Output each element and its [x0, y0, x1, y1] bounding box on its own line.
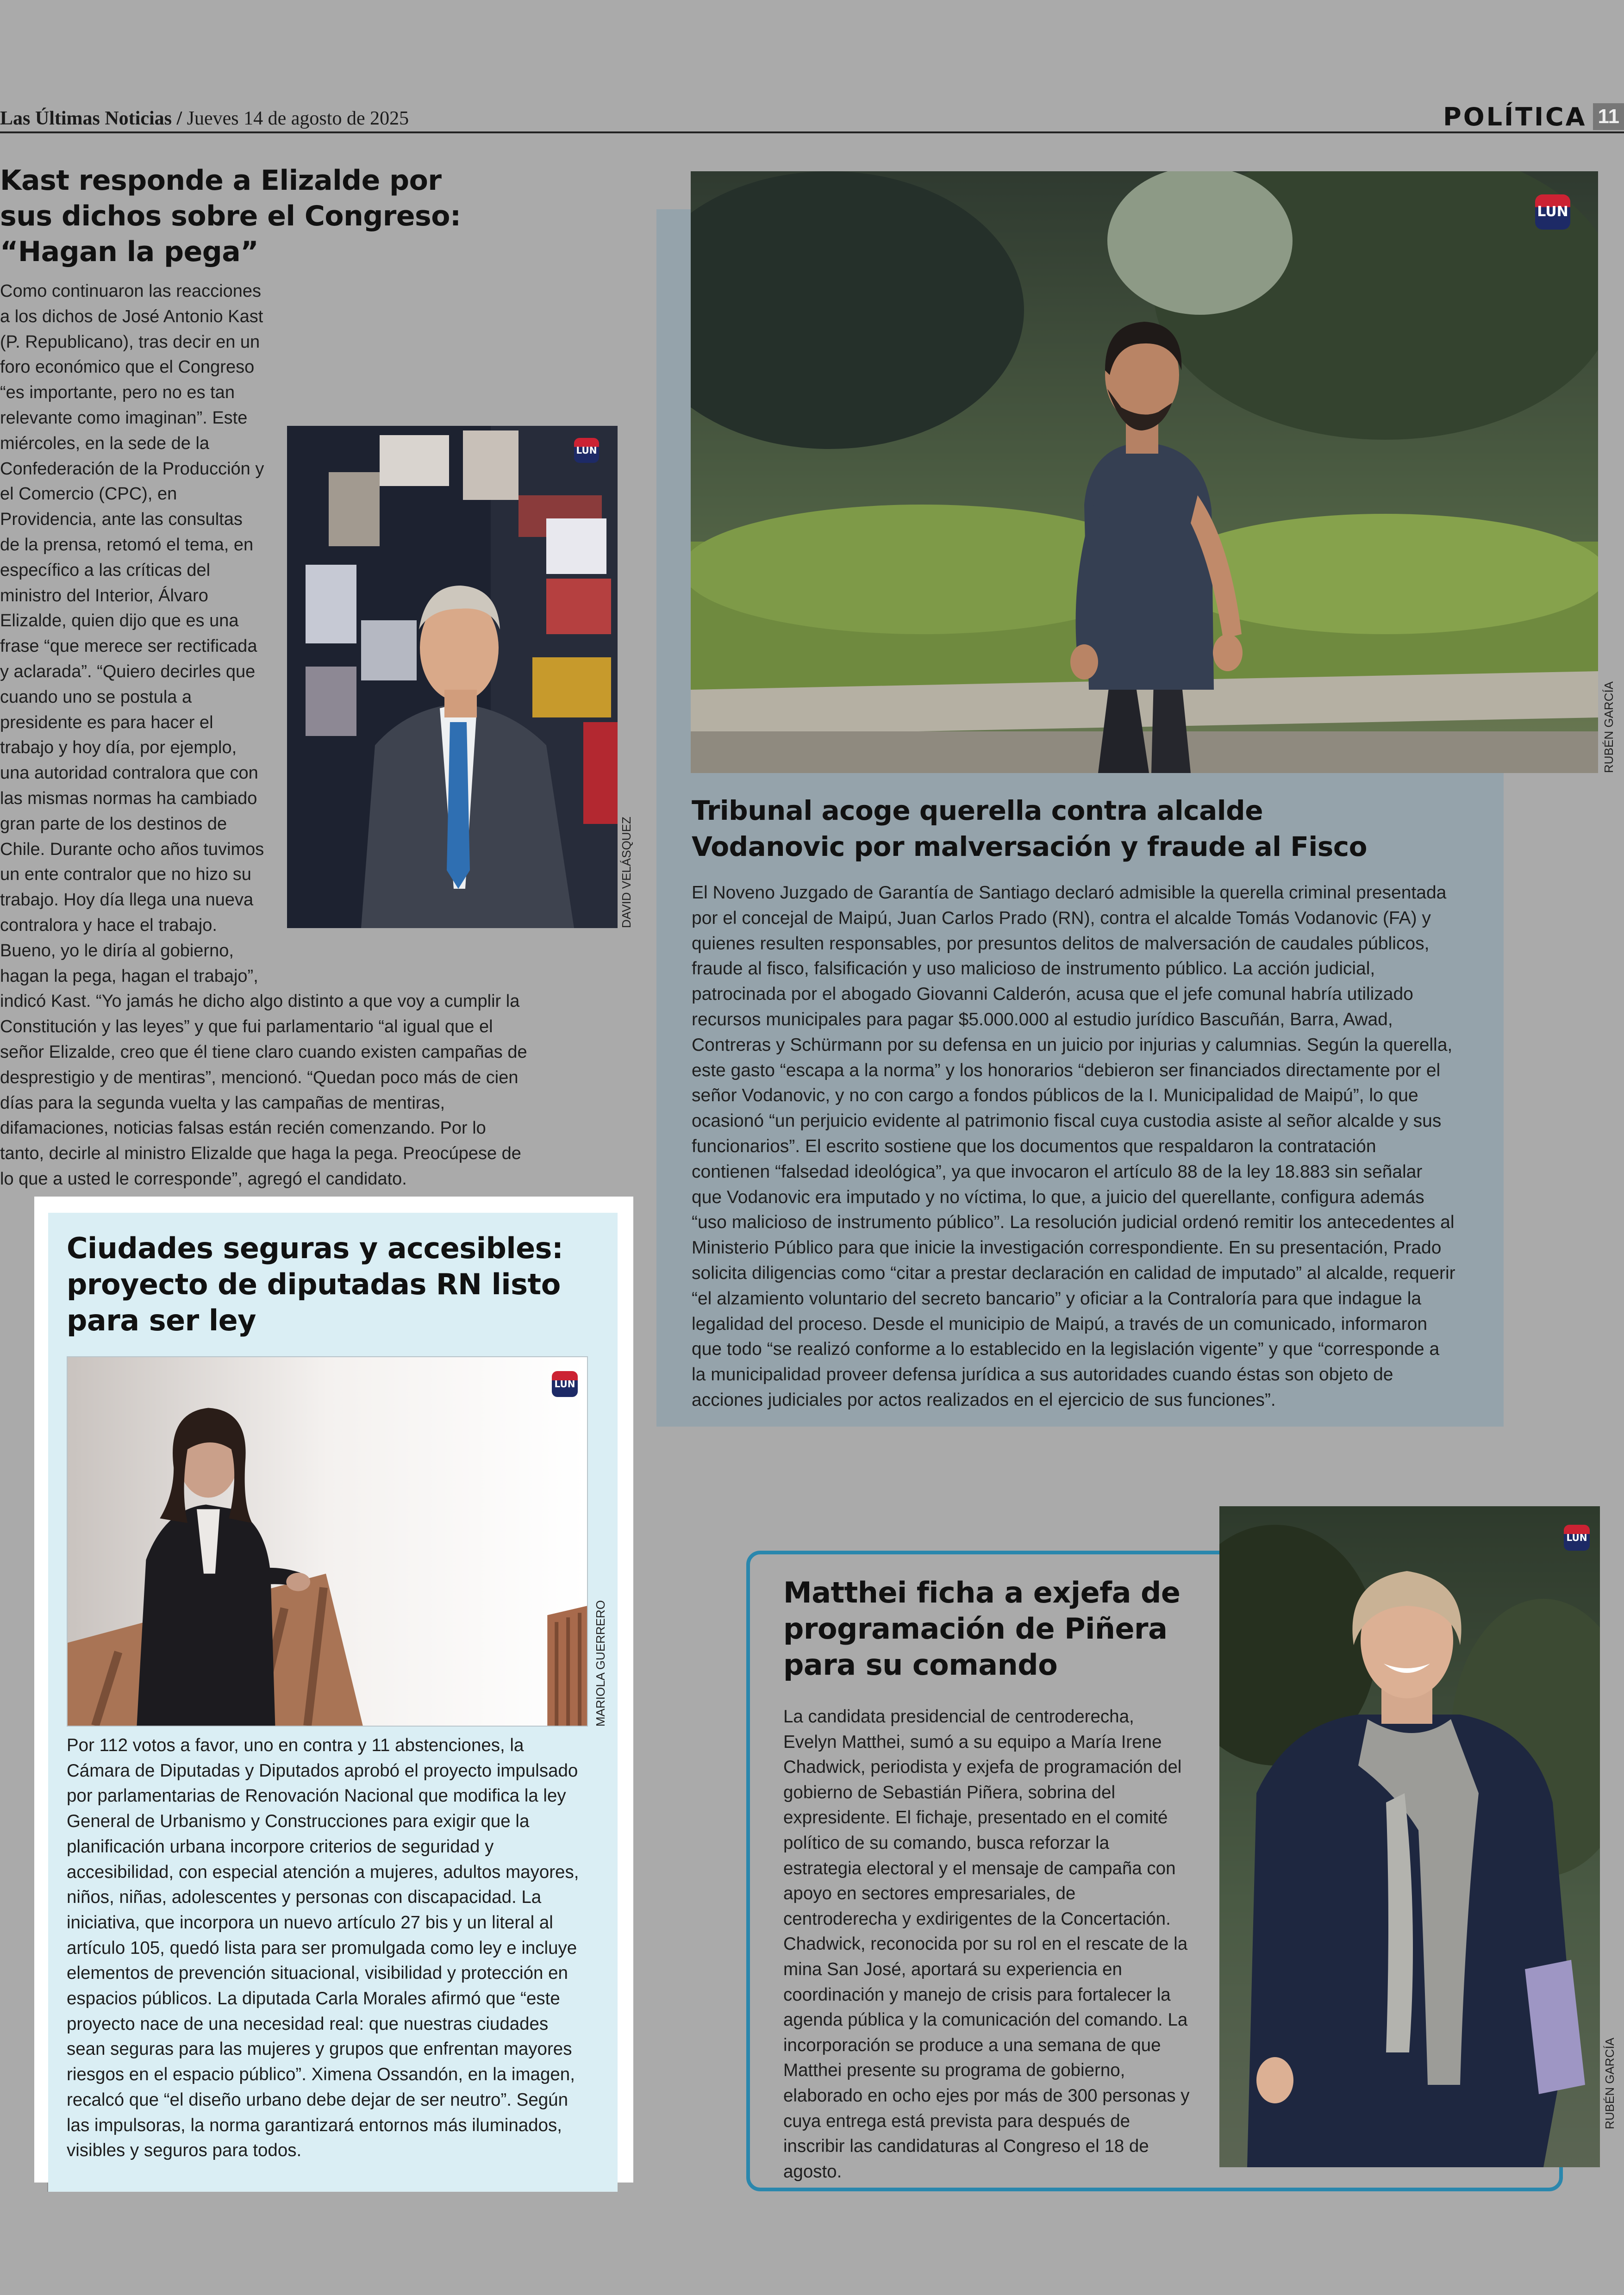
lun-logo-icon: LUN — [1535, 194, 1570, 230]
ciudades-headline-line: proyecto de diputadas RN listo — [67, 1267, 561, 1301]
tribunal-headline — [692, 792, 1479, 865]
matthei-headline — [783, 1575, 1200, 1683]
ciudades-article-body: Por 112 votos a favor, uno en contra y 11 abstenciones, la Cámara de Diputadas y Diputados aprobó el proyecto impulsado por parlamentarias de Renovación Nacional que modifica la ley General de Urbanismo y Construcciones para exigir que la planificación urbana incorpore criterios de seguridad y accesibilidad, con especial atención a mujeres, adultos mayores, niños, niñas, adolescentes y personas con discapacidad. La iniciativa, que incorpora un nuevo artículo 27 bis y un literal al artículo 105, quedó lista para ser promulgada como ley e incluye elementos de prevención situacional, visibilidad y protección en espacios públicos. La diputada Carla Morales afirmó que “este proyecto nace de una necesidad real: que nuestras ciudades sean seguras para las mujeres y grupos que enfrentan mayores riesgos en el espacio público”. Ximena Ossandón, en la imagen, recalcó que “el diseño urbano debe dejar de ser neutro”. Según las impulsoras, la norma garantizará entornos más iluminados, visibles y seguros para todos. — [67, 1735, 579, 2161]
ciudades-photo — [67, 1356, 588, 1727]
tribunal-headline-line: Vodanovic por malversación y fraude al Fisco — [692, 831, 1368, 862]
matthei-photo-credit: RUBÉN GARCÍA — [1603, 2038, 1617, 2129]
matthei-photo-image — [1219, 1506, 1600, 2167]
tribunal-photo — [691, 171, 1598, 773]
matthei-headline-line: Matthei ficha a exjefa de — [783, 1576, 1181, 1609]
matthei-photo — [1219, 1506, 1600, 2167]
page-header-left — [0, 106, 409, 131]
page-number: 11 — [1593, 103, 1624, 130]
kast-headline — [0, 163, 528, 270]
kast-headline-line: “Hagan la pega” — [0, 236, 259, 268]
kast-headline-line: sus dichos sobre el Congreso: — [0, 200, 461, 232]
tribunal-photo-credit: RUBÉN GARCÍA — [1602, 681, 1616, 773]
matthei-article-body: La candidata presidencial de centroderecha, Evelyn Matthei, sumó a su equipo a María Irene Chadwick, periodista y exjefa de programación del gobierno de Sebastián Piñera, sobrina del expresidente. El fichaje, presentado en el comité político de su comando, busca reforzar la estrategia electoral y el mensaje de campaña con apoyo en sectores empresariales, de centroderecha y exdirigentes de la Concertación. Chadwick, reconocida por su rol en el rescate de la mina San José, aportará su experiencia en coordinación y manejo de crisis para fortalecer la agenda pública y la comunicación del comando. La incorporación se produce a una semana de que Matthei presente su programa de gobierno, elaborado en ocho ejes por más de 300 personas y cuya entrega está prevista para después de inscribir las candidaturas al Congreso el 18 de agosto. — [783, 1707, 1190, 2182]
tribunal-photo-image — [691, 171, 1598, 773]
kast-photo — [287, 426, 618, 928]
matthei-headline-line: para su comando — [783, 1648, 1058, 1682]
kast-photo-credit: DAVID VELÁSQUEZ — [619, 817, 633, 928]
page-header-right — [1443, 102, 1624, 131]
matthei-headline-line: programación de Piñera — [783, 1612, 1168, 1646]
tribunal-headline-line: Tribunal acoge querella contra alcalde — [692, 795, 1263, 826]
lun-logo-icon: LUN — [1564, 1525, 1590, 1551]
kast-photo-image — [287, 426, 618, 928]
ciudades-headline-line: Ciudades seguras y accesibles: — [67, 1231, 563, 1265]
issue-date: Jueves 14 de agosto de 2025 — [187, 108, 409, 129]
lun-logo-icon: LUN — [552, 1371, 578, 1397]
ciudades-photo-credit: MARIOLA GUERRERO — [593, 1600, 607, 1727]
kast-body-text: Como continuaron las reacciones a los dichos de José Antonio Kast (P. Republicano), tras decir en un foro económico que el Congreso “es importante, pero no es tan relevante como imaginan”. Este miércoles, en la sede de la Confederación de la Producción y el Comercio (CPC), en Providencia, ante las consultas de la prensa, retomó el tema, en específico a las críticas del ministro del Interior, Álvaro Elizalde, quien dijo que es una frase “que merece ser rectificada y aclarada”. “Quiero decirles que cuando uno se postula a presidente es para hacer el trabajo y hoy día, por ejemplo, una autoridad contralora que con las mismas normas ha cambiado gran parte de los destinos de Chile. Durante ocho años tuvimos un ente contralor que no hizo su trabajo. Hoy día llega una nueva contralora y hace el trabajo. Bueno, yo le diría al gobierno, hagan la pega, hagan el trabajo”, indicó Kast. “Yo jamás he dicho algo distinto a que voy a cumplir la Constitución y las leyes” y que fui parlamentario “al igual que el señor Elizalde, creo que él tiene claro cuando existen campañas de desprestigio y de mentiras”, mencionó. “Quedan poco más de cien días para la segunda vuelta y las campañas de mentiras, difamaciones, noticias falsas están recién comenzando. Por lo tanto, decirle al ministro Elizalde que haga la pega. Preocúpese de lo que a usted le corresponde”, agregó el candidato. — [0, 281, 527, 1189]
lun-logo-icon: LUN — [574, 438, 599, 463]
kast-headline-line: Kast responde a Elizalde por — [0, 164, 442, 197]
ciudades-photo-image — [68, 1357, 587, 1726]
tribunal-article-body: El Noveno Juzgado de Garantía de Santiago declaró admisible la querella criminal presentada por el concejal de Maipú, Juan Carlos Prado (RN), contra el alcalde Tomás Vodanovic (FA) y quienes resulten responsables, por presuntos delitos de malversación de caudales públicos, fraude al fisco, falsificación y uso malicioso de instrumento público. La acción judicial, patrocinada por el abogado Giovanni Calderón, acusa que el jefe comunal habría utilizado recursos municipales para pagar $5.000.000 al estudio jurídico Bascuñán, Barra, Awad, Contreras y Schürmann por su defensa en un juicio por injurias y calumnias. Según la querella, este gasto “escapa a la norma” y los honorarios “debieron ser financiados directamente por el señor Vodanovic, y no con cargo a fondos públicos de la I. Municipalidad de Maipú”, lo que ocasionó “un perjuicio evidente al patrimonio fiscal cuya custodia asiste al señor alcalde y sus funcionarios”. El escrito sostiene que los documentos que respaldaron la contratación contienen “falsedad ideológica”, ya que invocaron el artículo 88 de la ley 18.883 sin señalar que Vodanovic era imputado y no víctima, lo que, a juicio del querellante, configura además “uso malicioso de instrumento público”. La resolución judicial ordenó remitir los antecedentes al Ministerio Público para que inicie la investigación correspondiente. En su presentación, Prado solicita diligencias como “citar a prestar declaración en calidad de imputado” al alcalde, requerir “el alzamiento voluntario del secreto bancario” y oficiar a la Contraloría para que indague la legalidad del proceso. Desde el municipio de Maipú, a través de un comunicado, informaron que todo “se realizó conforme a lo establecido en la legislación vigente” y que “corresponde a la municipalidad proveer defensa jurídica a sus autoridades cuando éstas son objeto de acciones judiciales por actos realizados en el ejercicio de sus funciones”. — [692, 883, 1455, 1410]
ciudades-headline — [67, 1230, 599, 1339]
ciudades-headline-line: para ser ley — [67, 1303, 256, 1337]
newspaper-name: Las Últimas Noticias — [0, 108, 172, 129]
header-rule — [0, 131, 1624, 133]
section-name: POLÍTICA — [1443, 102, 1587, 131]
header-separator: / — [176, 108, 182, 129]
